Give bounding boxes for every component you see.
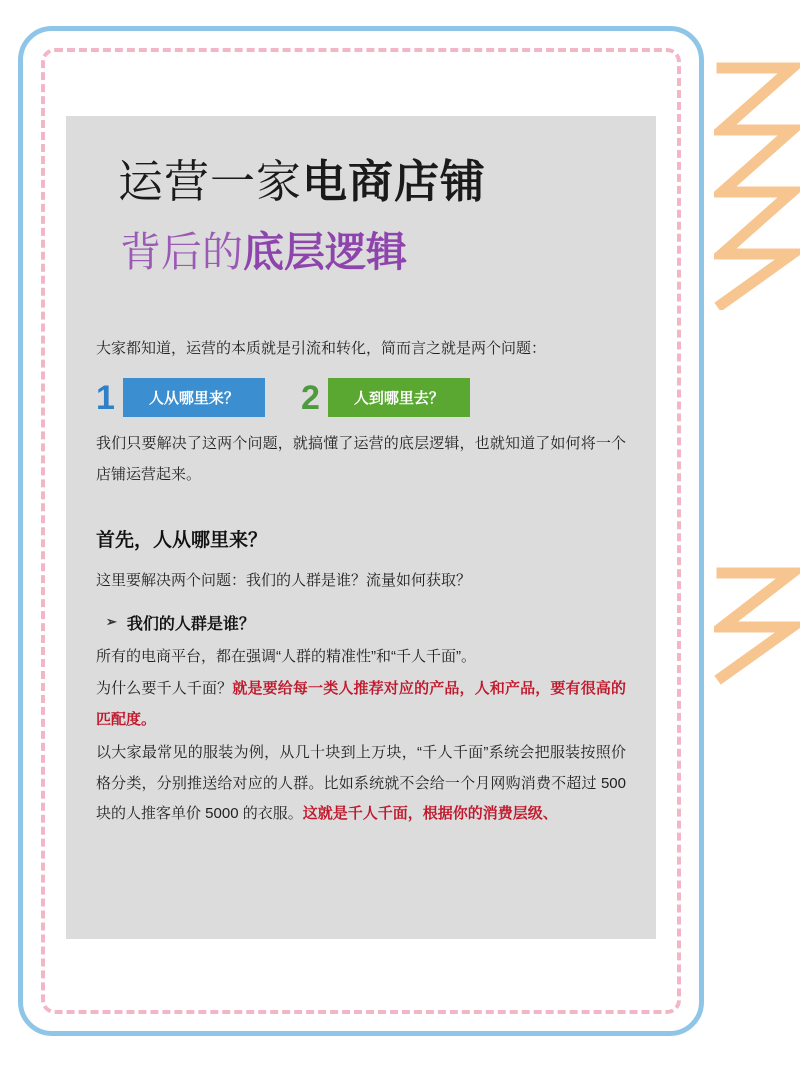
poster-title-line2-bold: 底层逻辑 bbox=[243, 229, 407, 276]
paragraph-3-plain: 以大家最常见的服装为例，从几十块到上万块，“千人千面”系统会把服装按照价格分类，分别推送给对应的人群。比如系统就不会给一个月网购消费不超过 500 块的人推客单价 5000 的衣服。 bbox=[96, 743, 626, 823]
poster-title-line2-light: 背后的 bbox=[120, 229, 243, 276]
poster-title-line1-thin: 运营一家 bbox=[118, 156, 303, 207]
paragraph-3-highlight: 这就是千人千面，根据你的消费层级、 bbox=[302, 805, 558, 823]
question-pill-2 bbox=[301, 378, 470, 417]
paragraph-2-plain: 为什么要千人千面？ bbox=[96, 680, 233, 698]
content-card bbox=[66, 116, 656, 939]
pill-label-2: 人到哪里去？ bbox=[328, 378, 470, 417]
paragraph-2-highlight: 就是要给每一类人推荐对应的产品，人和产品，要有很高的匹配度。 bbox=[96, 680, 626, 729]
bullet-heading-text: 我们的人群是谁？ bbox=[126, 615, 255, 633]
poster-title-line2 bbox=[120, 226, 626, 279]
pill-number-1: 1 bbox=[96, 378, 115, 417]
bullet-heading-row bbox=[106, 611, 626, 634]
zigzag-decoration-bottom bbox=[714, 565, 800, 685]
paragraph-2 bbox=[96, 674, 626, 736]
section-heading: 首先，人从哪里来？ bbox=[96, 529, 268, 551]
pill-label-1: 人从哪里来？ bbox=[123, 378, 265, 417]
arrow-bullet-icon: ➢ bbox=[106, 614, 117, 630]
pill-number-2: 2 bbox=[300, 378, 320, 417]
poster-title-line1-bold: 电商店铺 bbox=[302, 156, 487, 207]
section-intro-paragraph: 这里要解决两个问题：我们的人群是谁？流量如何获取？ bbox=[96, 571, 472, 589]
after-pills-paragraph: 我们只要解决了这两个问题，就搞懂了运营的底层逻辑，也就知道了如何将一个店铺运营起来。 bbox=[96, 435, 626, 484]
zigzag-decoration-top bbox=[714, 60, 800, 310]
question-pill-1 bbox=[96, 378, 265, 417]
paragraph-1: 所有的电商平台，都在强调“人群的精准性”和“千人千面”。 bbox=[96, 647, 476, 665]
poster-title-line1 bbox=[118, 154, 626, 210]
question-pill-row bbox=[96, 378, 626, 417]
intro-paragraph: 大家都知道，运营的本质就是引流和转化，简而言之就是两个问题： bbox=[96, 339, 547, 357]
paragraph-3 bbox=[96, 738, 626, 830]
